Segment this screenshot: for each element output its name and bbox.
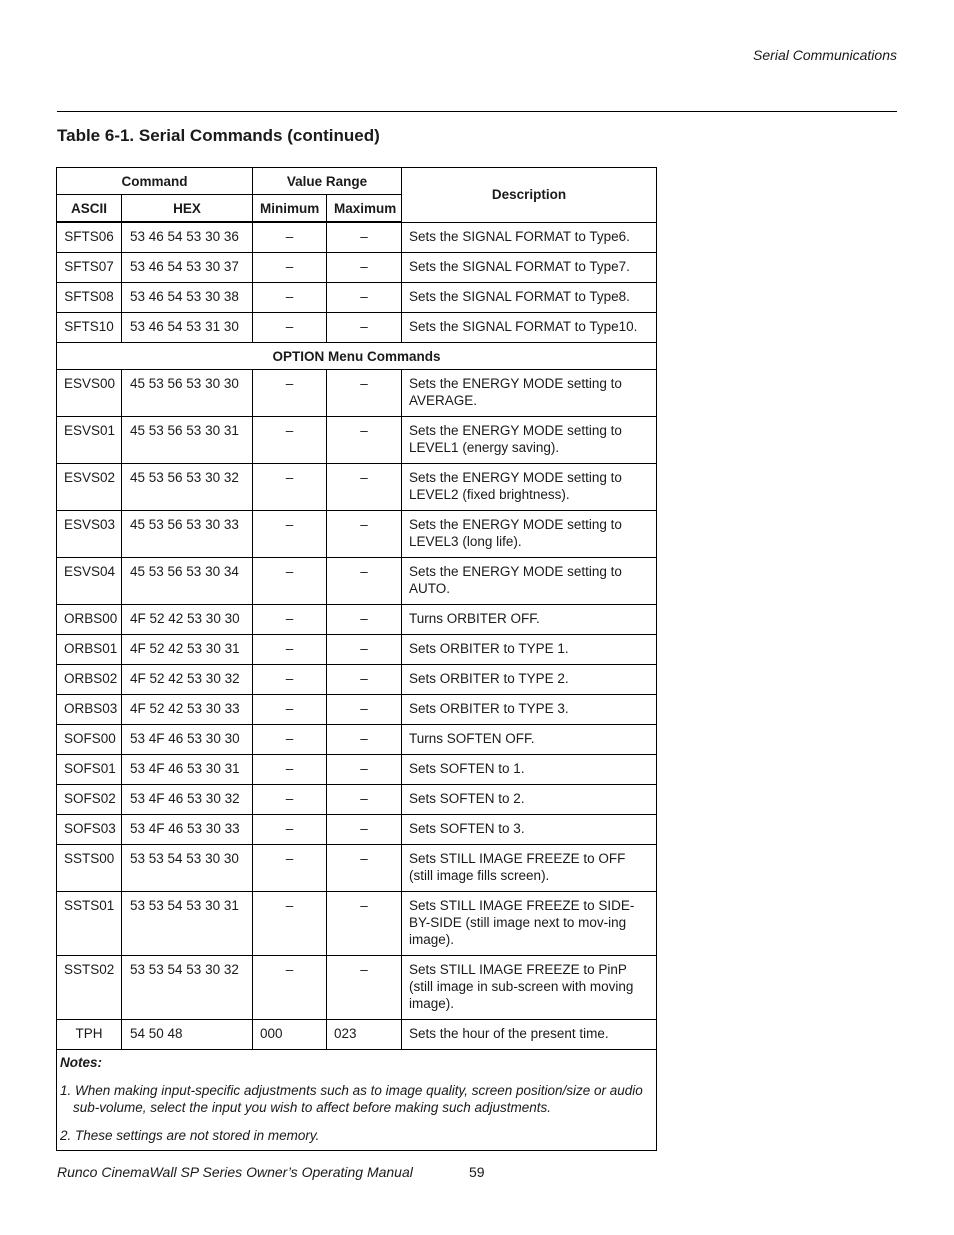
hex-cell: 4F 52 42 53 30 30: [122, 605, 253, 635]
maximum-cell: –: [327, 815, 402, 845]
maximum-cell: 023: [327, 1020, 402, 1050]
table-row: [57, 558, 657, 605]
minimum-cell: –: [253, 725, 327, 755]
description-cell: Sets ORBITER to TYPE 2.: [402, 665, 657, 695]
minimum-cell: –: [253, 511, 327, 558]
minimum-cell: –: [253, 370, 327, 417]
minimum-cell: –: [253, 558, 327, 605]
hex-cell: 53 4F 46 53 30 32: [122, 785, 253, 815]
description-cell: Sets the SIGNAL FORMAT to Type7.: [402, 253, 657, 283]
description-cell: Sets STILL IMAGE FREEZE to OFF (still image fills screen).: [402, 845, 657, 892]
note-item: 2. These settings are not stored in memory.: [60, 1128, 320, 1143]
running-head: Serial Communications: [753, 47, 897, 63]
hex-cell: 53 46 54 53 30 36: [122, 222, 253, 253]
maximum-cell: –: [327, 283, 402, 313]
description-cell: Sets the ENERGY MODE setting to AUTO.: [402, 558, 657, 605]
maximum-cell: –: [327, 845, 402, 892]
ascii-cell: SOFS00: [57, 725, 122, 755]
description-cell: Sets SOFTEN to 3.: [402, 815, 657, 845]
command-header: Command: [57, 168, 253, 195]
maximum-cell: –: [327, 370, 402, 417]
hex-cell: 53 4F 46 53 30 33: [122, 815, 253, 845]
maximum-cell: –: [327, 635, 402, 665]
note-item: 1. When making input-specific adjustments such as to image quality, screen position/size or audio sub-volume, select the input you wish to affect before making such adjustments.: [60, 1083, 643, 1115]
ascii-cell: SFTS08: [57, 283, 122, 313]
ascii-cell: SFTS10: [57, 313, 122, 343]
hex-cell: 53 4F 46 53 30 30: [122, 725, 253, 755]
table-row: [57, 755, 657, 785]
minimum-cell: –: [253, 815, 327, 845]
table-row: [57, 725, 657, 755]
maximum-cell: –: [327, 464, 402, 511]
description-cell: Sets ORBITER to TYPE 1.: [402, 635, 657, 665]
minimum-cell: –: [253, 222, 327, 253]
ascii-cell: SSTS02: [57, 956, 122, 1020]
minimum-cell: –: [253, 635, 327, 665]
ascii-cell: TPH: [57, 1020, 122, 1050]
value-range-header: Value Range: [253, 168, 402, 195]
table-title: Table 6-1. Serial Commands (continued): [57, 126, 380, 145]
ascii-cell: SSTS00: [57, 845, 122, 892]
table-row: [57, 815, 657, 845]
minimum-cell: –: [253, 313, 327, 343]
table-row: [57, 1020, 657, 1050]
minimum-cell: –: [253, 665, 327, 695]
description-cell: Sets the ENERGY MODE setting to AVERAGE.: [402, 370, 657, 417]
table-row: [57, 785, 657, 815]
description-cell: Turns ORBITER OFF.: [402, 605, 657, 635]
section-row: [57, 343, 657, 370]
hex-cell: 4F 52 42 53 30 33: [122, 695, 253, 725]
description-cell: Sets ORBITER to TYPE 3.: [402, 695, 657, 725]
table-row: [57, 695, 657, 725]
ascii-cell: SOFS02: [57, 785, 122, 815]
maximum-cell: –: [327, 605, 402, 635]
ascii-cell: SFTS07: [57, 253, 122, 283]
description-cell: Sets the SIGNAL FORMAT to Type8.: [402, 283, 657, 313]
table-row: [57, 370, 657, 417]
description-cell: Sets STILL IMAGE FREEZE to PinP (still image in sub-screen with moving image).: [402, 956, 657, 1020]
minimum-cell: –: [253, 283, 327, 313]
hex-cell: 53 53 54 53 30 31: [122, 892, 253, 956]
ascii-cell: ESVS04: [57, 558, 122, 605]
minimum-cell: –: [253, 845, 327, 892]
minimum-cell: –: [253, 755, 327, 785]
minimum-cell: 000: [253, 1020, 327, 1050]
ascii-cell: ESVS01: [57, 417, 122, 464]
maximum-cell: –: [327, 313, 402, 343]
ascii-cell: ESVS03: [57, 511, 122, 558]
maximum-header: Maximum: [327, 195, 402, 223]
section-label: OPTION Menu Commands: [57, 343, 657, 370]
maximum-cell: –: [327, 665, 402, 695]
ascii-header: ASCII: [57, 195, 122, 223]
description-cell: Turns SOFTEN OFF.: [402, 725, 657, 755]
hex-cell: 53 53 54 53 30 32: [122, 956, 253, 1020]
maximum-cell: –: [327, 695, 402, 725]
maximum-cell: –: [327, 417, 402, 464]
table-row: [57, 635, 657, 665]
description-cell: Sets the SIGNAL FORMAT to Type6.: [402, 222, 657, 253]
ascii-cell: SOFS03: [57, 815, 122, 845]
hex-cell: 4F 52 42 53 30 32: [122, 665, 253, 695]
description-cell: Sets the ENERGY MODE setting to LEVEL1 (energy saving).: [402, 417, 657, 464]
maximum-cell: –: [327, 253, 402, 283]
table-row: [57, 956, 657, 1020]
table-row: [57, 283, 657, 313]
maximum-cell: –: [327, 725, 402, 755]
table-row: [57, 464, 657, 511]
page-number: 59: [469, 1164, 485, 1180]
description-cell: Sets the SIGNAL FORMAT to Type10.: [402, 313, 657, 343]
maximum-cell: –: [327, 956, 402, 1020]
maximum-cell: –: [327, 892, 402, 956]
table-row: [57, 665, 657, 695]
ascii-cell: ORBS02: [57, 665, 122, 695]
notes-label: Notes:: [60, 1055, 103, 1070]
hex-cell: 53 46 54 53 30 38: [122, 283, 253, 313]
maximum-cell: –: [327, 755, 402, 785]
table-row: [57, 222, 657, 253]
minimum-header: Minimum: [253, 195, 327, 223]
ascii-cell: ORBS01: [57, 635, 122, 665]
description-cell: Sets STILL IMAGE FREEZE to SIDE-BY-SIDE (still image next to mov-ing image).: [402, 892, 657, 956]
hex-cell: 53 46 54 53 30 37: [122, 253, 253, 283]
hex-cell: 45 53 56 53 30 31: [122, 417, 253, 464]
ascii-cell: ORBS00: [57, 605, 122, 635]
minimum-cell: –: [253, 695, 327, 725]
ascii-cell: SOFS01: [57, 755, 122, 785]
ascii-cell: SFTS06: [57, 222, 122, 253]
minimum-cell: –: [253, 785, 327, 815]
minimum-cell: –: [253, 253, 327, 283]
table-row: [57, 313, 657, 343]
hex-cell: 45 53 56 53 30 30: [122, 370, 253, 417]
minimum-cell: –: [253, 892, 327, 956]
ascii-cell: SSTS01: [57, 892, 122, 956]
table-row: [57, 845, 657, 892]
table-row: [57, 892, 657, 956]
hex-header: HEX: [122, 195, 253, 223]
footer-manual-title: Runco CinemaWall SP Series Owner’s Operating Manual: [57, 1164, 413, 1180]
maximum-cell: –: [327, 222, 402, 253]
ascii-cell: ORBS03: [57, 695, 122, 725]
ascii-cell: ESVS00: [57, 370, 122, 417]
minimum-cell: –: [253, 605, 327, 635]
description-cell: Sets SOFTEN to 2.: [402, 785, 657, 815]
hex-cell: 45 53 56 53 30 32: [122, 464, 253, 511]
notes-row: [57, 1050, 657, 1151]
minimum-cell: –: [253, 464, 327, 511]
header-rule: [57, 111, 897, 112]
hex-cell: 54 50 48: [122, 1020, 253, 1050]
serial-commands-table: [56, 167, 657, 1151]
maximum-cell: –: [327, 785, 402, 815]
maximum-cell: –: [327, 511, 402, 558]
description-cell: Sets the ENERGY MODE setting to LEVEL2 (fixed brightness).: [402, 464, 657, 511]
hex-cell: 45 53 56 53 30 34: [122, 558, 253, 605]
hex-cell: 53 53 54 53 30 30: [122, 845, 253, 892]
hex-cell: 4F 52 42 53 30 31: [122, 635, 253, 665]
hex-cell: 45 53 56 53 30 33: [122, 511, 253, 558]
table-row: [57, 511, 657, 558]
description-cell: Sets SOFTEN to 1.: [402, 755, 657, 785]
table-row: [57, 605, 657, 635]
maximum-cell: –: [327, 558, 402, 605]
minimum-cell: –: [253, 417, 327, 464]
hex-cell: 53 4F 46 53 30 31: [122, 755, 253, 785]
table-row: [57, 417, 657, 464]
minimum-cell: –: [253, 956, 327, 1020]
ascii-cell: ESVS02: [57, 464, 122, 511]
hex-cell: 53 46 54 53 31 30: [122, 313, 253, 343]
description-cell: Sets the ENERGY MODE setting to LEVEL3 (long life).: [402, 511, 657, 558]
description-cell: Sets the hour of the present time.: [402, 1020, 657, 1050]
description-header: Description: [402, 168, 657, 223]
table-row: [57, 253, 657, 283]
notes-cell: [57, 1050, 657, 1151]
